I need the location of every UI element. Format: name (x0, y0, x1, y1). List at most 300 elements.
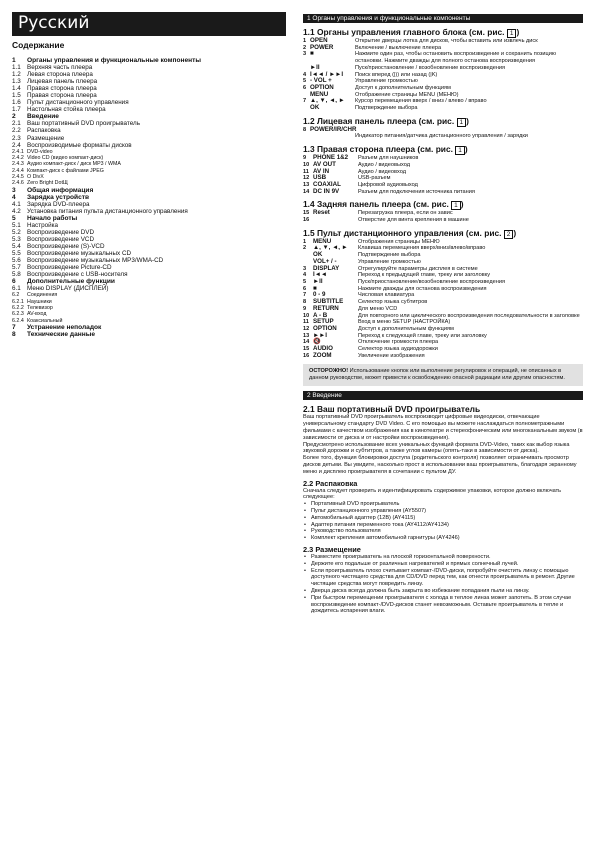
item-description: Открытие дверцы лотка для дисков, чтобы вставить или извлечь диск (355, 38, 538, 44)
item-key: I◄◄ (313, 271, 327, 279)
toc-label: Начало работы (27, 214, 78, 222)
list-item (303, 98, 583, 105)
toc-label: Телевизор (27, 305, 53, 312)
item-description: Отображение страницы MENU (МЕНЮ) (355, 91, 459, 98)
controls-list (303, 38, 583, 112)
list-item (303, 169, 583, 176)
toc-number: 5 (12, 214, 16, 222)
item-number: 3 (303, 51, 307, 58)
toc-label: Устранение неполадок (27, 324, 102, 332)
item-key: A - B (313, 311, 328, 319)
item-key: ▲, ▼, ◄, ► (313, 244, 348, 252)
item-description: Клавиша перемещения вверх/вниз/влево/вправо (358, 245, 486, 252)
item-key: AUDIO (313, 345, 333, 353)
toc-label: AV-вход (27, 311, 47, 318)
toc-number: 6.2.3 (12, 311, 24, 318)
heading-1-4 (303, 199, 583, 210)
bullet-item: • Руководство пользователя (303, 528, 583, 535)
list-item (303, 155, 583, 162)
toc-list (12, 57, 292, 338)
toc-number: 4.1 (12, 200, 21, 208)
item-key: OPTION (310, 83, 334, 91)
toc-number: 5.6 (12, 257, 21, 265)
item-number: 4 (303, 272, 307, 279)
list-item (303, 217, 583, 224)
toc-number: 5.8 (12, 271, 21, 279)
toc-number: 2.4 (12, 141, 21, 149)
item-key: 🔇 (313, 338, 321, 346)
toc-item (12, 64, 292, 71)
toc-number: 2.4.4 (12, 167, 24, 174)
toc-item (12, 285, 292, 292)
toc-number: 2.4.3 (12, 161, 24, 168)
bullet-item: • Комплект крепления автомобильной гарнитуры (AY4246) (303, 535, 583, 542)
toc-number: 1.1 (12, 64, 21, 72)
item-description: Переход к следующей главе, треку или заголовку (358, 332, 487, 339)
toc-item (12, 120, 292, 127)
toc-item (12, 135, 292, 142)
item-key: ►II (310, 63, 320, 71)
package-contents-list (303, 501, 583, 542)
item-key: OPEN (310, 37, 328, 44)
item-number (303, 259, 313, 266)
item-description: Разъем для подключения источника питания (358, 188, 475, 195)
item-description: Управление громкостью (358, 258, 421, 265)
toc-number: 6.1 (12, 285, 21, 293)
toc-item (12, 85, 292, 92)
item-number: 12 (303, 175, 310, 182)
list-item (303, 346, 583, 353)
item-description: Аудио / видеовыход (358, 161, 411, 168)
toc-label: Воспроизведение с USB-носителя (27, 271, 128, 279)
item-key: - VOL + (310, 77, 332, 85)
item-description: Нажмите один раз, чтобы остановить воспроизведение и сохранить позицию остановки. Нажмите дважды для полного останова воспроизведения (355, 51, 557, 65)
section-1-bar: 1 Органы управления и функциональные компоненты (303, 14, 583, 23)
toc-number: 5.4 (12, 243, 21, 251)
toc-number: 6 (12, 278, 16, 286)
toc-label: Коаксиальный (27, 317, 63, 324)
heading-close: ) (460, 199, 464, 210)
list-item (303, 78, 583, 85)
toc-item (12, 71, 292, 78)
list-item (303, 272, 583, 279)
toc-number: 5.5 (12, 250, 21, 258)
item-number: 5 (303, 78, 307, 85)
item-key: ►►I (313, 331, 327, 339)
list-item (303, 175, 583, 182)
list-item (303, 252, 583, 259)
toc-item (12, 229, 292, 236)
toc-label: Компакт-диск с файлами JPEG (27, 167, 104, 174)
toc-item (12, 187, 292, 194)
toc-number: 2.1 (12, 120, 21, 128)
item-key: OK (310, 104, 320, 112)
item-description (390, 127, 583, 134)
item-key: OK (313, 251, 323, 259)
item-key: POWER/IR/CHR (310, 125, 357, 133)
heading-2-3: 2.3 Размещение (303, 544, 361, 554)
toc-label: Воспроизведение Picture-CD (27, 264, 112, 272)
item-description: Отрегулируйте параметры дисплея в системе (358, 265, 478, 272)
warning-box (303, 364, 583, 386)
toc-label: Зарядка устройств (27, 193, 90, 201)
toc-item (12, 215, 292, 222)
toc-item (12, 92, 292, 99)
heading-1-3-text: 1.3 Правая сторона плеера (см. рис. (303, 144, 456, 155)
warning-text: Использование кнопок или выполнение регулировок и операций, не описанных в данном руководстве, может привести к освобождению опасной радиации или другим опасностям. (309, 368, 565, 382)
list-item (303, 319, 583, 326)
item-number: 13 (303, 332, 310, 339)
warning-label: ОСТОРОЖНО! (309, 368, 349, 375)
list-item (303, 162, 583, 169)
item-number (303, 92, 310, 99)
toc-label: Ваш портативный DVD проигрыватель (27, 120, 140, 128)
item-key: DISPLAY (313, 264, 340, 272)
item-description: Аудио / видеовход (358, 168, 406, 175)
item-description: Отключение громкости плеера (358, 339, 439, 346)
toc-number: 2.4.2 (12, 154, 24, 161)
toc-label: Zero Bright DotЩ (27, 180, 68, 187)
toc-label: Распаковка (27, 127, 61, 135)
toc-number: 4 (12, 193, 16, 201)
toc-label: Введение (27, 113, 59, 121)
list-item (303, 333, 583, 340)
toc-item (12, 208, 292, 215)
toc-label: Воспроизводимые форматы дисков (27, 141, 132, 149)
toc-label: Воспроизведение DVD (27, 228, 95, 236)
item-description: Селектор языка субтитров (358, 299, 428, 306)
toc-label: DVD-video (27, 148, 53, 155)
item-description: Для меню VCD (358, 305, 398, 312)
list-item (303, 279, 583, 286)
toc-item (12, 257, 292, 264)
item-description: Пуск/приостановление / возобновление воспроизведения (355, 64, 506, 71)
heading-close: ) (464, 144, 468, 155)
toc-number: 1.2 (12, 71, 21, 79)
item-description: Включение / выключение плеера (355, 44, 442, 51)
item-description: Вход в меню SETUP (НАСТРОЙКА) (358, 319, 451, 326)
item-key: PHONE 1&2 (313, 154, 349, 162)
item-description: Цифровой аудиовыход (358, 181, 418, 188)
list-item (303, 292, 583, 299)
item-key: SETUP (313, 318, 334, 326)
list-item (303, 339, 583, 346)
item-key: ►II (313, 277, 323, 285)
item-number: 9 (303, 155, 307, 162)
toc-label: Воспроизведение VCD (27, 236, 95, 243)
item-key: USB (313, 174, 327, 182)
list-item (303, 299, 583, 306)
item-description: Числовая клавиатура (358, 292, 415, 299)
toc-number: 2.3 (12, 134, 21, 142)
item-key: DC IN 9V (313, 187, 340, 195)
item-number (303, 252, 313, 259)
heading-close: ) (516, 27, 520, 37)
item-description: Отверстие для винта крепления в машине (358, 217, 469, 224)
item-description: Управление громкостью (355, 78, 418, 85)
toc-number: 1.6 (12, 99, 21, 107)
toc-item (12, 222, 292, 229)
heading-close: ) (513, 227, 517, 238)
toc-number: 5.7 (12, 264, 21, 272)
paragraph: Ваш портативный DVD проигрыватель воспроизводит цифровые видеодиски, отвечающие универсальному стандарту DVD Video. С его помощью вы можете наслаждаться полнометражными фильмами с качеством изображения как в кинотеатре и стереофоническим или многоканальным звуком (в зависимости от диска и от настройки воспроизведения). (303, 414, 583, 441)
toc-label: Правая сторона плеера (27, 92, 97, 100)
item-description: Перезагрузка плеера, если он завис (358, 210, 453, 217)
toc-item (12, 243, 292, 250)
table-of-contents (12, 40, 292, 338)
toc-number: 8 (12, 331, 16, 339)
heading-1-5-text: 1.5 Пульт дистанционного управления (см. рис. (303, 227, 504, 238)
toc-number: 5.1 (12, 221, 21, 229)
placement-list (303, 554, 583, 615)
toc-number: 3 (12, 186, 16, 194)
toc-number: 6.2.1 (12, 298, 24, 305)
toc-number: 1.7 (12, 106, 21, 114)
item-number: 14 (303, 339, 310, 346)
list-item (303, 259, 583, 266)
item-description: Селектор языка аудиодорожки (358, 346, 438, 353)
item-description: Доступ к дополнительным функциям (358, 325, 454, 332)
heading-1-5 (303, 228, 583, 239)
toc-number: 7 (12, 324, 16, 332)
item-key (313, 217, 358, 224)
toc-label: Соединения (27, 292, 58, 299)
heading-2-2: 2.2 Распаковка (303, 478, 358, 488)
toc-number: 6.2.4 (12, 317, 24, 324)
toc-number: 1.3 (12, 78, 21, 86)
item-number: 2 (303, 44, 307, 51)
item-number: 11 (303, 319, 309, 326)
item-key: COAXIAL (313, 180, 341, 188)
language-title: Русский (12, 12, 286, 36)
item-key: AV IN (313, 167, 330, 175)
toc-item (12, 106, 292, 113)
item-description: Подтверждение выбора (355, 105, 418, 112)
item-number: 4 (303, 71, 307, 78)
item-description: Для повторного или циклического воспроизведения последовательности в заголовке (358, 312, 580, 319)
item-description: Переход к предыдущей главе, треку или заголовку (358, 272, 491, 279)
item-number (303, 65, 310, 72)
bullet-item: • Пульт дистанционного управления (AY5507) (303, 508, 583, 515)
item-number: 1 (303, 38, 307, 44)
item-number: 9 (303, 305, 307, 312)
item-key: SUBTITLE (313, 298, 344, 306)
list-item (303, 189, 583, 196)
item-number: 3 (303, 265, 307, 272)
toc-number: 4.2 (12, 207, 21, 215)
bullet-item: • Разместите проигрыватель на плоской горизонтальной поверхности. (303, 554, 583, 561)
toc-label: О DivX (27, 173, 44, 180)
toc-number: 2.4.6 (12, 180, 24, 187)
toc-item (12, 271, 292, 278)
toc-number: 1.4 (12, 85, 21, 93)
item-description: Отображения страницы МЕНЮ (358, 238, 440, 245)
heading-close: ) (466, 115, 469, 126)
item-key: ■ (310, 50, 314, 58)
toc-number: 6.2 (12, 292, 20, 299)
list-item (303, 182, 583, 189)
rear-panel-list (303, 210, 583, 223)
item-key: ■ (313, 284, 317, 292)
item-number: 14 (303, 188, 310, 195)
toc-label: Video CD (видео компакт-диск) (27, 154, 104, 161)
item-number (303, 105, 310, 112)
item-number: 2 (303, 245, 307, 252)
figure-ref: 1 (455, 146, 465, 155)
item-key: OPTION (313, 324, 337, 332)
figure-ref: 1 (507, 29, 517, 38)
list-item (303, 85, 583, 92)
toc-label: Лицевая панель плеера (27, 78, 98, 86)
item-number: 1 (303, 238, 307, 245)
toc-item (12, 324, 292, 331)
toc-label: Воспроизведение музыкальных CD (27, 250, 132, 258)
toc-label: Меню DISPLAY (ДИСПЛЕЙ) (27, 285, 109, 293)
bullet-item: • Адаптер питания переменного тока (AY4112/AY4134) (303, 522, 583, 529)
toc-label: Установка питания пульта дистанционного управления (27, 207, 188, 215)
toc-number: 5.2 (12, 228, 21, 236)
item-number: 10 (303, 161, 310, 168)
paragraph: Более того, функция блокировки доступа (родительского контроля) позволяет ограничивать просмотр дисков детьми. Вы увидите, насколько прост в использовании ваш проигрыватель, благодаря экранному меню и дисплею проигрывателя в сочетании с пультом ДУ. (303, 455, 577, 475)
list-item (303, 105, 583, 112)
item-key: POWER (310, 43, 334, 51)
toc-item (12, 142, 292, 149)
toc-number: 2.4.1 (12, 148, 24, 155)
bullet-item: • При быстром перемещении проигрывателя с холода в теплое линза может запотеть. В этом случае воспроизведение компакт-/DVD-дисков станет невозможным. Оставьте проигрыватель в тепле и дождитесь испарения влаги. (303, 595, 583, 615)
remote-control-list (303, 239, 583, 360)
list-item (303, 65, 583, 72)
list-item (303, 306, 583, 313)
toc-item (12, 201, 292, 208)
toc-label: Размещение (27, 134, 65, 142)
list-item (303, 326, 583, 333)
item-number: 15 (303, 210, 310, 217)
toc-item (12, 57, 292, 64)
list-item (303, 353, 583, 360)
item-key: ZOOM (313, 351, 332, 359)
item-key: ▲, ▼, ◄, ► (310, 97, 345, 105)
toc-number: 1 (12, 57, 16, 64)
item-key: MENU (310, 90, 329, 98)
toc-number: 2.2 (12, 127, 21, 135)
heading-2-1: 2.1 Ваш портативный DVD проигрыватель (303, 404, 481, 415)
toc-label: Воспроизведение музыкальных MP3/WMA-CD (27, 257, 164, 265)
item-key: AV OUT (313, 160, 336, 168)
item-key: VOL+ / - (313, 257, 337, 265)
toc-label: Зарядка DVD-плеера (27, 200, 90, 208)
toc-label: Верхняя часть плеера (27, 64, 93, 72)
item-key: MENU (313, 237, 332, 245)
heading-1-1-text: 1.1 Органы управления главного блока (см. рис. (303, 27, 507, 37)
item-number: 8 (303, 299, 307, 306)
item-number: 12 (303, 325, 310, 332)
item-number: 7 (303, 292, 307, 299)
list-item (303, 45, 583, 52)
toc-number: 6.2.2 (12, 305, 24, 312)
toc-item (12, 127, 292, 134)
heading-1-2-text: 1.2 Лицевая панель плеера (см. рис. (303, 115, 457, 126)
toc-label: Наушники (27, 298, 52, 305)
toc-item (12, 194, 292, 201)
toc-title: Содержание (12, 40, 65, 50)
toc-label: Аудио компакт-диск / диск MP3 / WMA (27, 161, 121, 168)
item-number: 13 (303, 181, 310, 188)
item-description: Поиск вперед (|)) или назад (|K) (355, 71, 438, 78)
toc-label: Левая сторона плеера (27, 71, 93, 79)
right-side-list (303, 155, 583, 195)
item-number: 11 (303, 168, 309, 175)
item-number: 5 (303, 278, 307, 285)
content-column (303, 14, 583, 615)
item-number: 15 (303, 346, 310, 353)
item-number: 8 (303, 126, 307, 133)
list-item (303, 127, 583, 134)
toc-label: Настройка (27, 221, 58, 229)
item-key: Reset (313, 209, 330, 217)
item-number: 10 (303, 312, 310, 319)
toc-item (12, 331, 292, 338)
paragraph: Сначала следует проверить и идентифицировать содержимое упаковки, которое должно включать следующее: (303, 487, 562, 501)
toc-label: Настольная стойка плеера (27, 106, 106, 114)
item-description: Подтверждение выбора (358, 252, 421, 259)
toc-label: Дополнительные функции (27, 278, 115, 286)
section-2-bar: 2 Введение (303, 391, 583, 400)
front-panel-list (303, 127, 583, 134)
item-description: Пуск/приостановление/возобновление воспроизведения (358, 278, 505, 285)
list-item (303, 286, 583, 293)
toc-label: Воспроизведение (S)-VCD (27, 243, 105, 251)
toc-item (12, 236, 292, 243)
figure-ref: 1 (457, 118, 467, 127)
paragraph: Предусмотрено использование всех уникальных функций формата DVD-Video, таких как выбор языка звуковой дорожки и субтитров, а также углов камеры (опять-таки в зависимости от диска). (303, 441, 570, 455)
list-item (303, 51, 583, 64)
power-indicator-note: Индикатор питания/датчика дистанционного управления / зарядки (355, 133, 528, 140)
item-description: Увеличение изображения (358, 352, 425, 359)
figure-ref: 2 (504, 230, 514, 239)
list-item (303, 92, 583, 99)
toc-number: 2.4.5 (12, 173, 24, 180)
toc-item (12, 264, 292, 271)
toc-number: 2 (12, 113, 16, 121)
toc-label: Пульт дистанционного управления (27, 99, 129, 107)
heading-1-1 (303, 27, 583, 38)
bullet-item: • Держите его подальше от различных нагревателей и прямых солнечный лучей. (303, 561, 583, 568)
figure-ref: 1 (451, 201, 461, 210)
bullet-item: • Если проигрыватель плохо считывает компакт-/DVD-диски, попробуйте очистить линзу с помощью доступного чистящего средства для CD/DVD перед тем, как отнести проигрыватель в ремонт. Другие чистящие средства могут повредить линзу. (303, 568, 583, 588)
item-number: 7 (303, 98, 307, 105)
list-item (303, 72, 583, 79)
bullet-item: • Автомобильный адаптер (12В) (AY4115) (303, 515, 583, 522)
list-item (303, 38, 583, 45)
item-description: Курсор перемещения вверх / вниз / влево / вправо (355, 98, 487, 105)
list-item (303, 245, 583, 252)
bullet-item: • Портативный DVD проигрыватель (303, 501, 583, 508)
item-number: 16 (303, 217, 310, 224)
item-description: USB-разъем (358, 175, 391, 182)
item-description: Доступ к дополнительным функциям (355, 84, 451, 91)
item-key: RETURN (313, 304, 339, 312)
toc-label: Технические данные (27, 331, 96, 339)
toc-label: Органы управления и функциональные компоненты (27, 57, 202, 64)
toc-number: 1.5 (12, 92, 21, 100)
item-description: Нажмите дважды для останова воспроизведения (358, 285, 487, 292)
toc-number: 5.3 (12, 236, 21, 243)
toc-label: Общая информация (27, 186, 94, 194)
item-key: 0 - 9 (313, 291, 326, 299)
list-item (303, 210, 583, 217)
toc-item (12, 78, 292, 85)
toc-label: Правая сторона плеера (27, 85, 97, 93)
